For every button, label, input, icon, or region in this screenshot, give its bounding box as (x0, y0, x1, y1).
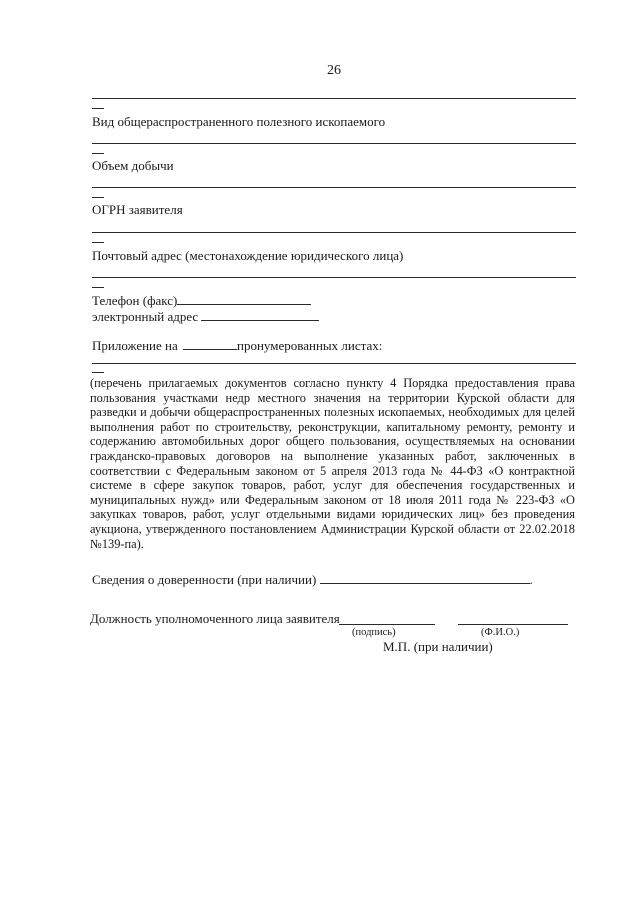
name-caption: (Ф.И.О.) (481, 627, 520, 638)
name-input-line[interactable] (458, 624, 568, 625)
power-of-attorney-label: Сведения о доверенности (при наличии) (92, 572, 317, 587)
line-stub (92, 372, 104, 373)
field-label-postal-address: Почтовый адрес (местонахождение юридического лица) (92, 248, 404, 263)
fill-line[interactable] (92, 187, 576, 188)
line-stub (92, 153, 104, 154)
field-label-email: электронный адрес (92, 309, 199, 324)
fill-line[interactable] (92, 98, 576, 99)
field-label-extraction-volume: Объем добычи (92, 158, 174, 173)
field-label-phone: Телефон (факс) (92, 293, 178, 308)
page-number: 26 (327, 63, 341, 78)
fill-line[interactable] (92, 143, 576, 144)
fill-line[interactable] (92, 232, 576, 233)
email-input-line[interactable] (201, 308, 319, 321)
line-stub (92, 108, 104, 109)
fill-line[interactable] (92, 277, 576, 278)
attachments-note: (перечень прилагаемых документов согласно пункту 4 Порядка предоставления права пользования участками недр местного значения на территории Курской области для разведки и добычи общераспространенных полезных ископаемых, необходимых для целей выполнения работ по строительству, реконструкции, капитальному ремонту, ремонту и содержанию автомобильных дорог общего пользования, осуществляемых на основании гражданско-правовых договоров на выполнение указанных работ, заключенных в соответствии с Федеральным законом от 5 апреля 2013 года № 44-ФЗ «О контрактной системе в сфере закупок товаров, работ, услуг для обеспечения государственных и муниципальных нужд» или Федеральным законом от 18 июля 2011 года № 223-ФЗ «О закупках товаров, работ, услуг отдельными видами юридических лиц» без проведения аукциона, утвержденного постановлением Администрации Курской области от 22.02.2018 №139-па). (90, 376, 575, 551)
field-power-of-attorney (92, 571, 533, 587)
field-email (92, 308, 319, 324)
signature-position-label: Должность уполномоченного лица заявителя (90, 611, 340, 626)
phone-input-line[interactable] (177, 292, 311, 305)
field-label-mineral-type: Вид общераспространенного полезного ископаемого (92, 114, 386, 129)
signature-caption: (подпись) (352, 627, 396, 638)
stamp-label: М.П. (при наличии) (383, 639, 493, 654)
line-stub (92, 242, 104, 243)
line-stub (92, 197, 104, 198)
field-attachment (92, 337, 382, 353)
fill-line[interactable] (92, 363, 576, 364)
attachment-label-suffix: пронумерованных листах: (237, 338, 383, 353)
power-of-attorney-input-line[interactable] (320, 571, 530, 584)
power-of-attorney-end-mark: . (529, 572, 533, 587)
sheet-count-input-line[interactable] (183, 337, 237, 350)
field-phone (92, 292, 311, 308)
signature-input-line[interactable] (339, 624, 435, 625)
field-label-ogrn: ОГРН заявителя (92, 202, 183, 217)
attachment-label-prefix: Приложение на (92, 338, 178, 353)
line-stub (92, 287, 104, 288)
